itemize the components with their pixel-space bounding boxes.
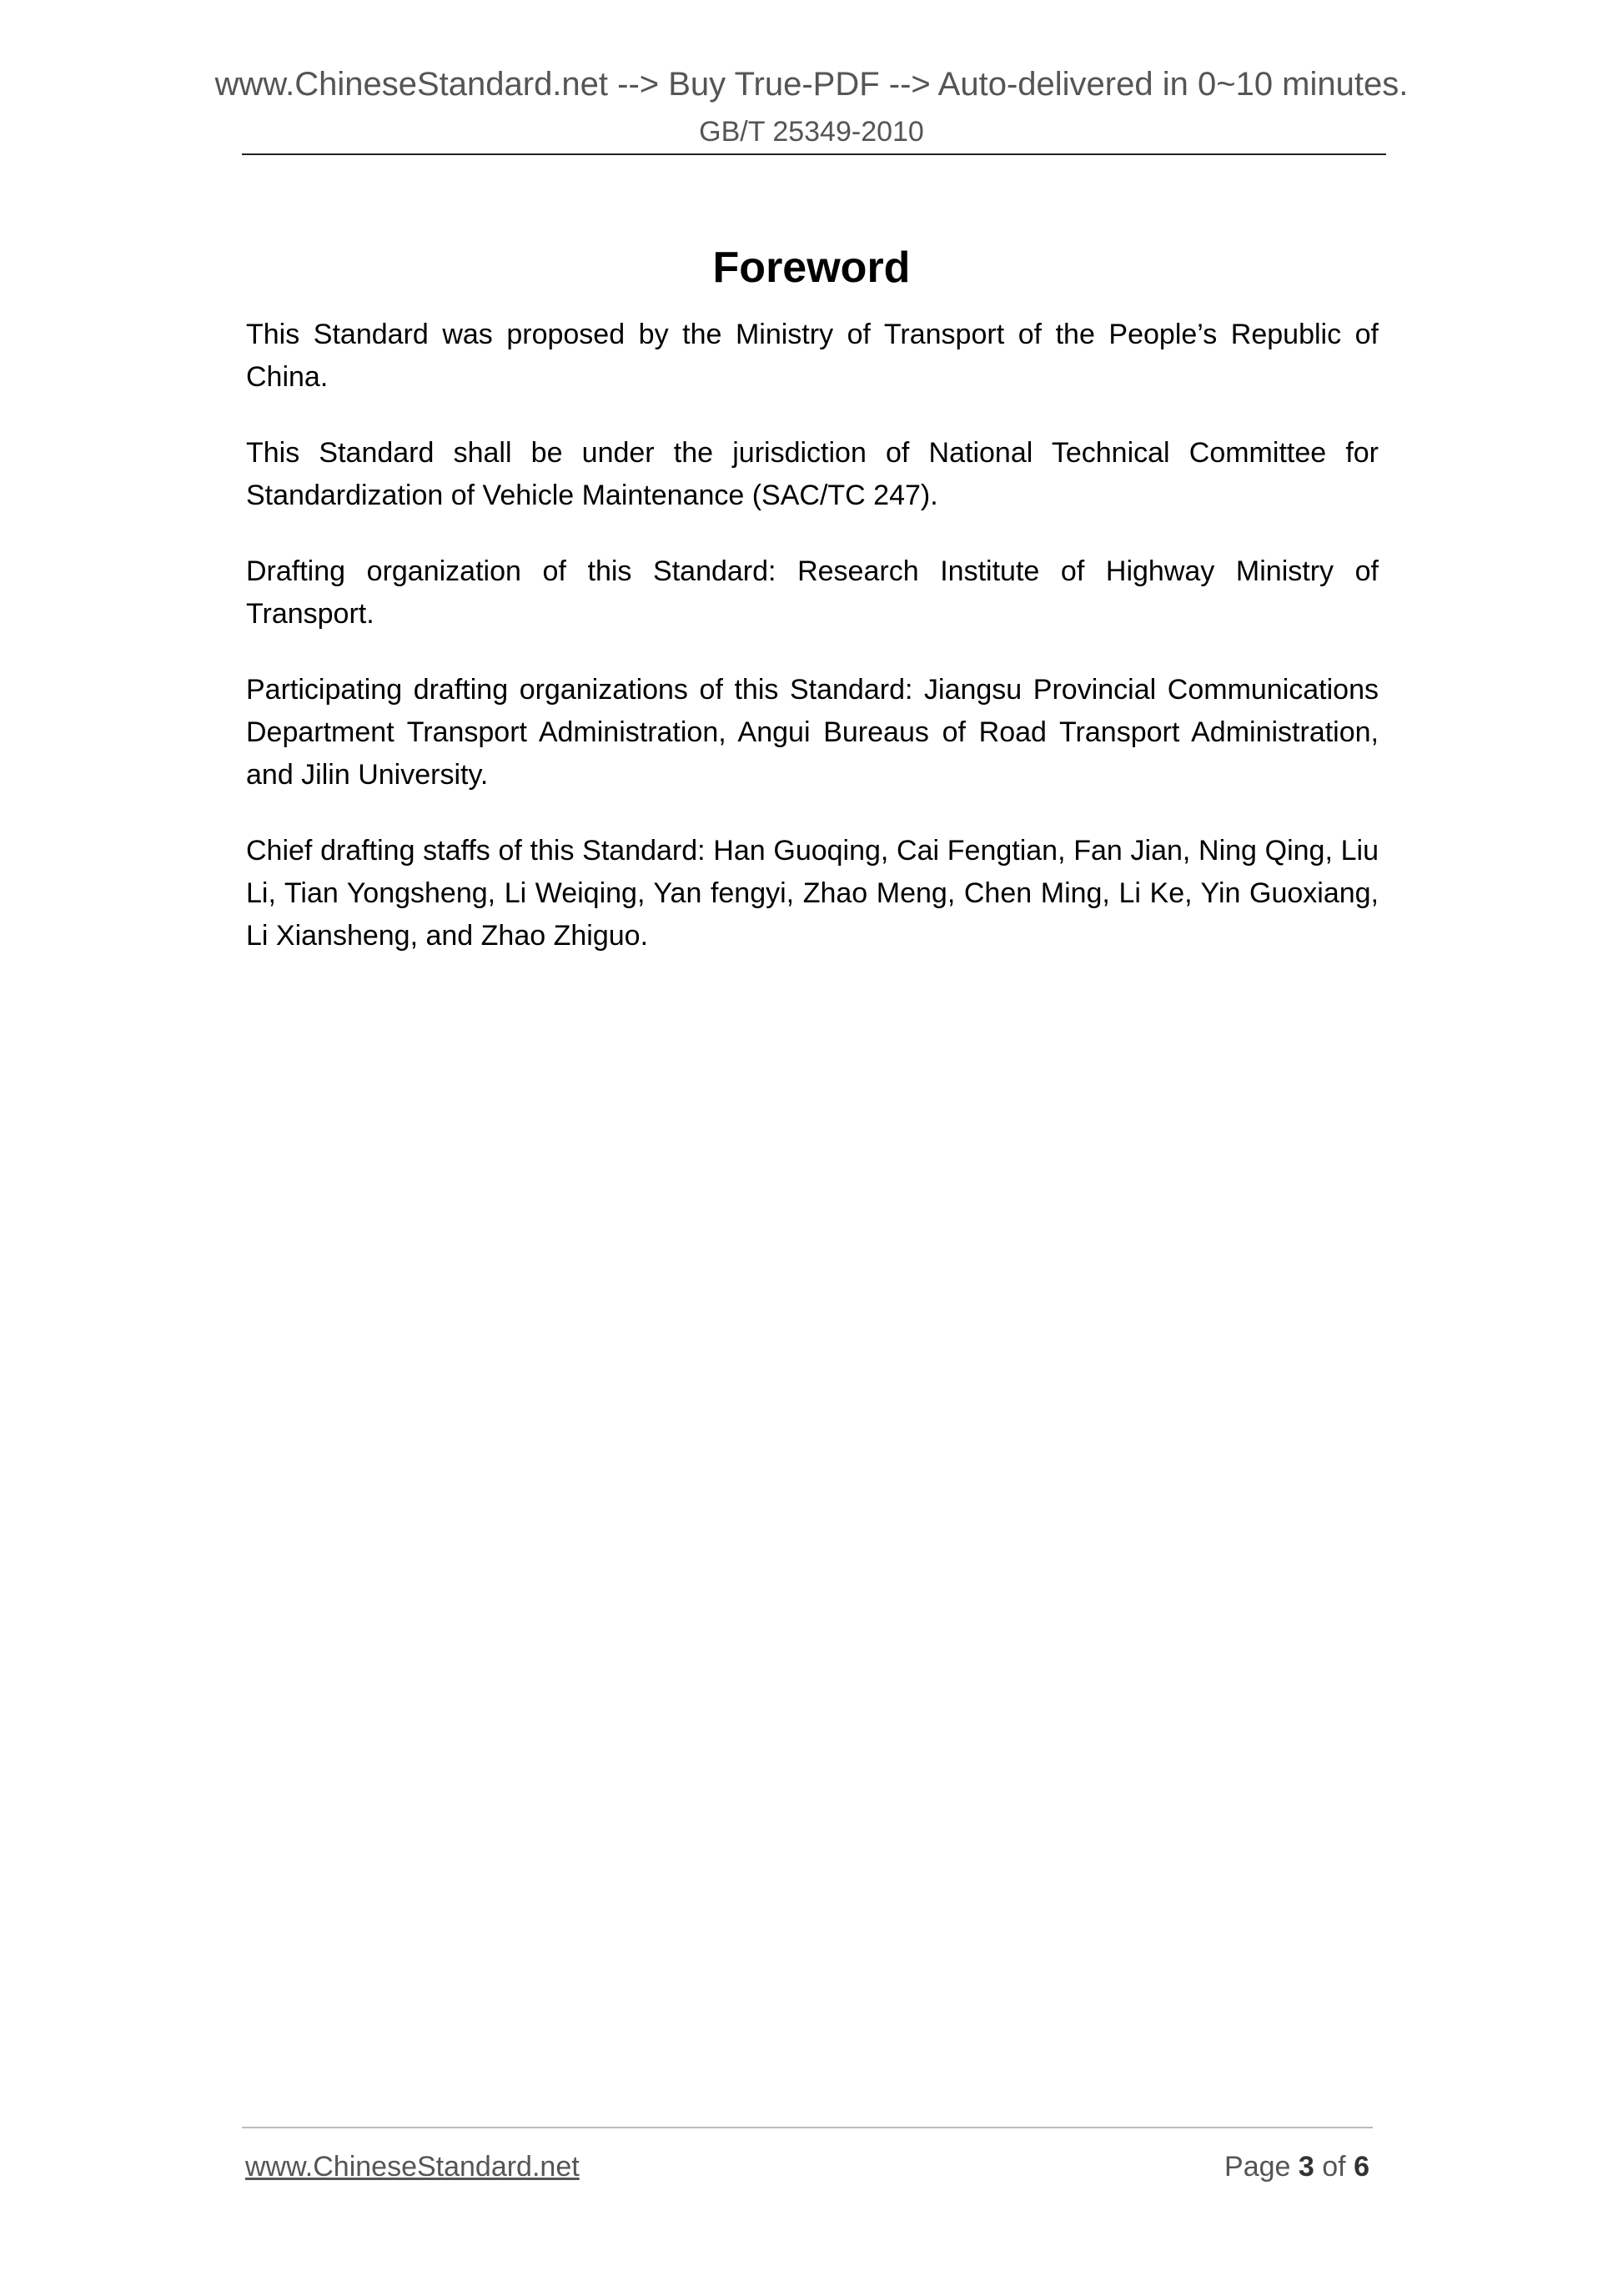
page-title: Foreword: [712, 243, 911, 292]
page-of: of: [1322, 2151, 1346, 2183]
page-number: [1224, 2149, 1369, 2184]
footer-website-link[interactable]: www.ChineseStandard.net: [245, 2151, 580, 2183]
paragraph-jurisdiction: This Standard shall be under the jurisdiction of National Technical Committee for Standardization of Vehicle Maintenance (SAC/TC 247).: [246, 437, 1379, 511]
site-banner: www.ChineseStandard.net --> Buy True-PDF --> Auto-delivered in 0~10 minutes.: [214, 66, 1409, 103]
paragraph-chief-drafters: Chief drafting staffs of this Standard: Han Guoqing, Cai Fengtian, Fan Jian, Ning Qing, Liu Li, Tian Yongsheng, Li Weiqing, Yan fengyi, Zhao Meng, Chen Ming, Li Ke, Yin Guoxiang, Li Xiansheng, and Zhao Zhiguo.: [246, 835, 1379, 952]
foreword-body: [246, 314, 1379, 991]
standard-code: GB/T 25349-2010: [699, 116, 924, 148]
footer-divider: [242, 2127, 1373, 2128]
paragraph-participating-organizations: Participating drafting organizations of this Standard: Jiangsu Provincial Communications Department Transport Administration, Angui Bureaus of Road Transport Administration, and Jilin University.: [246, 674, 1379, 791]
header-divider: [242, 153, 1386, 155]
page-current: 3: [1298, 2151, 1314, 2183]
page-prefix: Page: [1224, 2151, 1291, 2183]
paragraph-drafting-organization: Drafting organization of this Standard: Research Institute of Highway Ministry of Transport.: [246, 555, 1379, 630]
paragraph-proposer: This Standard was proposed by the Ministry of Transport of the People’s Republic of China.: [246, 319, 1379, 393]
page-total: 6: [1354, 2151, 1369, 2183]
